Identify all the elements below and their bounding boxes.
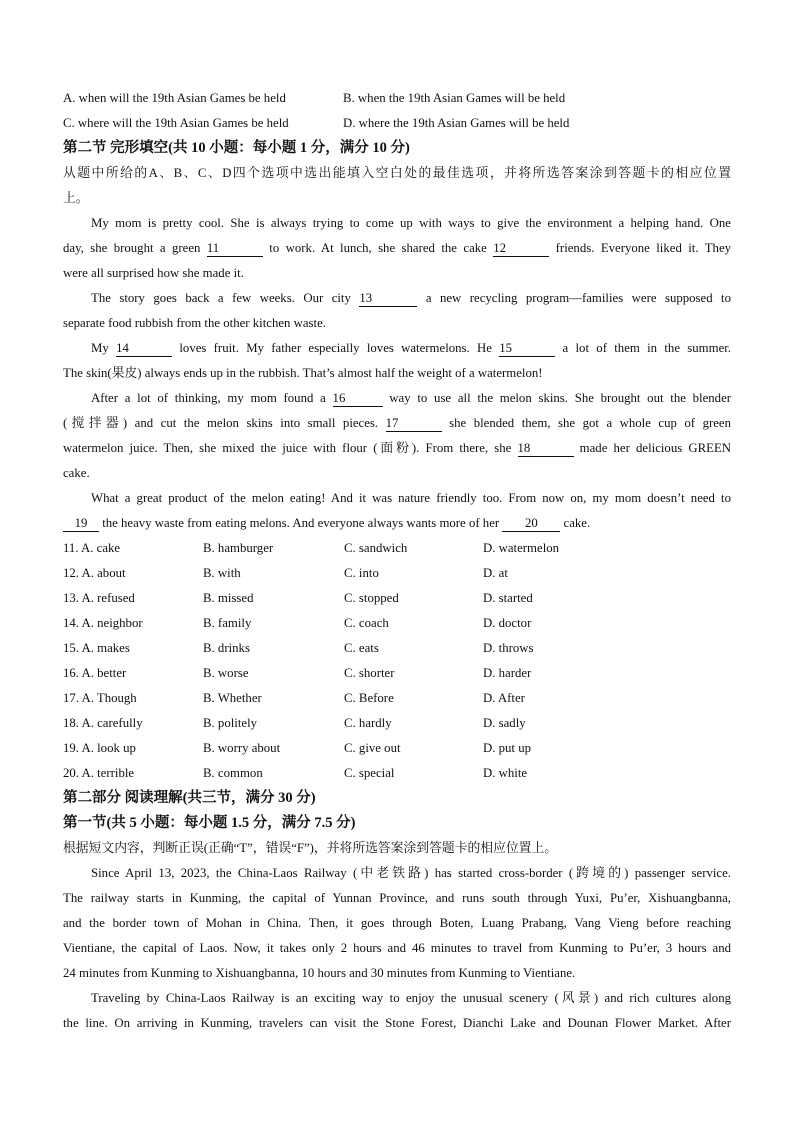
passage-line: were all surprised how she made it.	[63, 266, 244, 280]
section1-instruction: 根据短文内容，判断正误(正确“T”，错误“F”)，并将所选答案涂到答题卡的相应位置上。	[63, 841, 558, 855]
option-b: B. worse	[203, 666, 249, 680]
option-d: D. white	[483, 766, 528, 780]
option-row	[63, 611, 731, 636]
reading-line: the line. On arriving in Kunming, travelers can visit the Stone Forest, Dianchi Lake and Dounan Flower Market. After	[63, 1016, 731, 1030]
blank-16: 16	[333, 390, 383, 407]
option-a: 20. A. terrible	[63, 766, 135, 780]
option-a: A. when will the 19th Asian Games be held	[63, 91, 286, 105]
option-row-top-1	[63, 86, 731, 111]
option-c: C. shorter	[344, 666, 395, 680]
option-row	[63, 536, 731, 561]
option-row	[63, 736, 731, 761]
option-row	[63, 561, 731, 586]
option-a: 18. A. carefully	[63, 716, 143, 730]
option-d: D. doctor	[483, 616, 532, 630]
option-d: D. put up	[483, 741, 531, 755]
option-c: C. into	[344, 566, 379, 580]
option-a: 15. A. makes	[63, 641, 130, 655]
passage-line: cake.	[63, 466, 90, 480]
cloze-instruction-line-1: 从题中所给的A、B、C、D四个选项中选出能填入空白处的最佳选项，并将所选答案涂到答题卡的相应位置	[63, 166, 731, 180]
blank-13: 13	[359, 290, 417, 307]
option-d: D. throws	[483, 641, 534, 655]
reading-line: and the border town of Mohan in China. Then, it goes through Boten, Luang Prabang, Vang Vieng before reaching	[63, 916, 731, 930]
option-a: 16. A. better	[63, 666, 127, 680]
reading-line: 24 minutes from Kunming to Xishuangbanna, 10 hours and 30 minutes from Kunming to Vientiane.	[63, 966, 576, 980]
passage-line: separate food rubbish from the other kitchen waste.	[63, 316, 326, 330]
option-d: D. harder	[483, 666, 532, 680]
blank-15: 15	[499, 340, 555, 357]
reading-line: Vientiane, the capital of Laos. Now, it takes only 2 hours and 46 minutes to travel from Kunming to Pu’er, 3 hours and	[63, 941, 731, 955]
option-c: C. coach	[344, 616, 389, 630]
blank-12: 12	[493, 240, 549, 257]
passage-line: 19 the heavy waste from eating melons. And everyone always wants more of her 20 cake.	[63, 511, 731, 536]
passage-line: What a great product of the melon eating! And it was nature friendly too. From now on, my mom doesn’t need to	[91, 491, 731, 505]
cloze-heading: 第二节 完形填空(共 10 小题：每小题 1 分，满分 10 分)	[63, 140, 410, 156]
passage-line: (搅拌器) and cut the melon skins into small pieces. 17 she blended them, she got a whole cup of green	[63, 416, 731, 430]
option-b: B. when the 19th Asian Games will be held	[343, 91, 566, 105]
option-b: B. drinks	[203, 641, 250, 655]
blank-19: 19	[63, 515, 99, 532]
passage-line: My 14 loves fruit. My father especially loves watermelons. He 15 a lot of them in the summer.	[91, 341, 731, 355]
option-b: B. Whether	[203, 691, 262, 705]
option-c: C. stopped	[344, 591, 399, 605]
blank-18: 18	[518, 440, 574, 457]
passage-line: After a lot of thinking, my mom found a 16 way to use all the melon skins. She brought out the blender	[91, 391, 731, 405]
option-b: B. politely	[203, 716, 258, 730]
passage-line: My mom is pretty cool. She is always trying to come up with ways to give the environment a helping hand. One	[91, 216, 731, 230]
option-b: B. worry about	[203, 741, 281, 755]
blank-20: 20	[502, 515, 560, 532]
option-row	[63, 586, 731, 611]
option-a: 14. A. neighbor	[63, 616, 143, 630]
passage-line: watermelon juice. Then, she mixed the juice with flour (面粉). From there, she 18 made her delicious GREEN	[63, 441, 731, 455]
section1-heading: 第一节(共 5 小题：每小题 1.5 分，满分 7.5 分)	[63, 815, 356, 831]
option-a: 13. A. refused	[63, 591, 135, 605]
cloze-instruction-line-2: 上。	[63, 191, 89, 205]
option-b: B. family	[203, 616, 252, 630]
option-d: D. sadly	[483, 716, 526, 730]
option-a: 11. A. cake	[63, 541, 121, 555]
option-d: D. where the 19th Asian Games will be held	[343, 116, 570, 130]
option-c: C. special	[344, 766, 395, 780]
option-d: D. watermelon	[483, 541, 560, 555]
passage-line: day, she brought a green 11 to work. At lunch, she shared the cake 12 friends. Everyone liked it. They	[63, 241, 731, 255]
option-b: B. common	[203, 766, 263, 780]
option-d: D. at	[483, 566, 508, 580]
option-c: C. where will the 19th Asian Games be held	[63, 116, 289, 130]
option-row	[63, 711, 731, 736]
passage-line: The skin(果皮) always ends up in the rubbish. That’s almost half the weight of a watermelon!	[63, 366, 543, 380]
reading-line: The railway starts in Kunming, the capital of Yunnan Province, and runs south through Yuxi, Pu’er, Xishuangbanna,	[63, 891, 731, 905]
passage-line: The story goes back a few weeks. Our city 13 a new recycling program—families were supposed to	[91, 291, 731, 305]
blank-11: 11	[207, 240, 263, 257]
option-c: C. hardly	[344, 716, 392, 730]
part2-heading: 第二部分 阅读理解(共三节，满分 30 分)	[63, 790, 316, 806]
option-row	[63, 686, 731, 711]
option-row	[63, 636, 731, 661]
reading-line: Traveling by China-Laos Railway is an exciting way to enjoy the unusual scenery (风景) and rich cultures along	[91, 991, 731, 1005]
option-a: 12. A. about	[63, 566, 126, 580]
option-d: D. started	[483, 591, 533, 605]
blank-17: 17	[386, 415, 442, 432]
option-c: C. eats	[344, 641, 379, 655]
option-row	[63, 661, 731, 686]
option-c: C. give out	[344, 741, 401, 755]
option-c: C. Before	[344, 691, 394, 705]
option-b: B. with	[203, 566, 241, 580]
option-a: 19. A. look up	[63, 741, 136, 755]
blank-14: 14	[116, 340, 172, 357]
reading-line: Since April 13, 2023, the China-Laos Railway (中老铁路) has started cross-border (跨境的) passenger service.	[91, 866, 731, 880]
exam-page	[63, 86, 731, 1036]
option-c: C. sandwich	[344, 541, 408, 555]
option-a: 17. A. Though	[63, 691, 137, 705]
option-b: B. hamburger	[203, 541, 274, 555]
answer-options	[63, 536, 731, 786]
option-row-top-2	[63, 111, 731, 136]
option-row	[63, 761, 731, 786]
option-b: B. missed	[203, 591, 254, 605]
option-d: D. After	[483, 691, 525, 705]
